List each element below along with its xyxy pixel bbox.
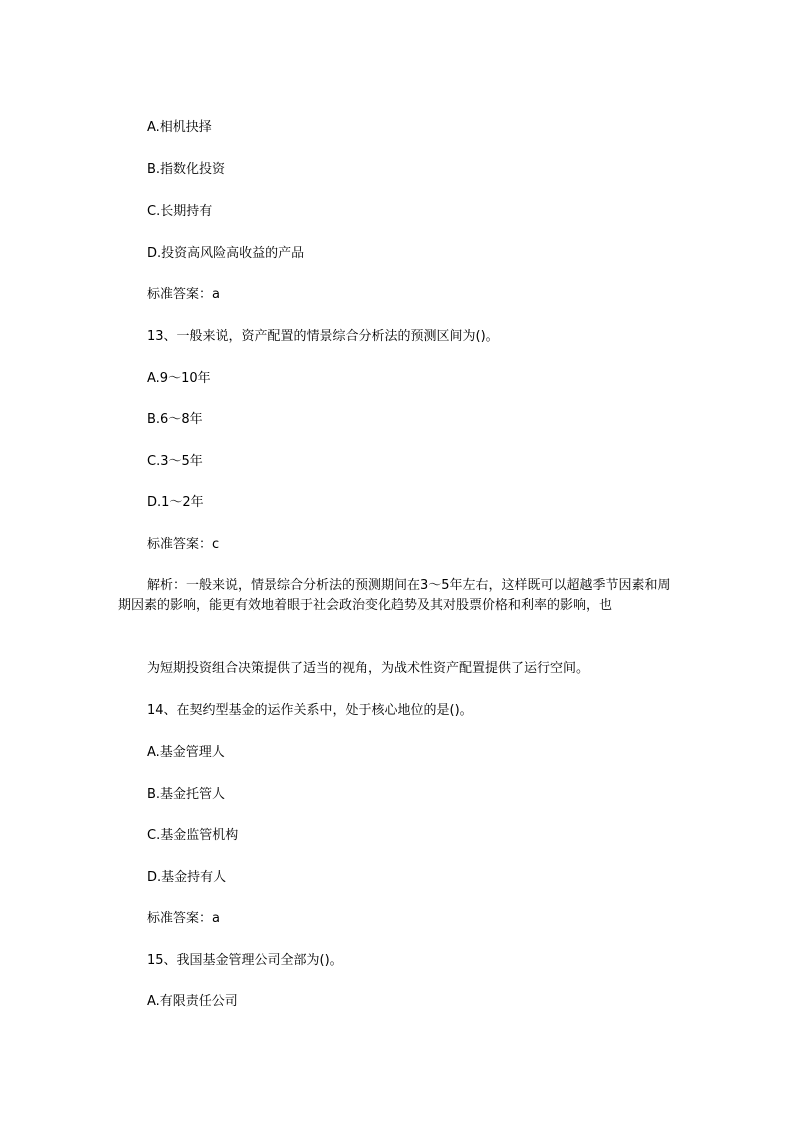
q14-question: 14、在契约型基金的运作关系中，处于核心地位的是()。 xyxy=(147,703,473,718)
q13-analysis: 解析：一般来说，情景综合分析法的预测期间在3～5年左右，这样既可以超越季节因素和周期因素的影响，能更有效地着眼于社会政治变化趋势及其对股票价格和利率的影响，也 xyxy=(118,578,671,613)
q13-option-a: A.9～10年 xyxy=(147,371,211,386)
q15-question: 15、我国基金管理公司全部为()。 xyxy=(147,953,343,968)
q12-option-a: A.相机抉择 xyxy=(147,120,212,135)
q15-option-a: A.有限责任公司 xyxy=(147,994,238,1009)
q13-analysis-continued: 为短期投资组合决策提供了适当的视角，为战术性资产配置提供了运行空间。 xyxy=(147,661,590,676)
q13-answer: 标准答案：c xyxy=(147,537,220,552)
q14-answer: 标准答案：a xyxy=(147,911,220,926)
q12-answer: 标准答案：a xyxy=(147,287,220,302)
q13-option-d: D.1～2年 xyxy=(147,495,204,510)
q14-option-d: D.基金持有人 xyxy=(147,870,227,885)
q12-option-b: B.指数化投资 xyxy=(147,162,226,177)
q13-option-c: C.3～5年 xyxy=(147,454,203,469)
q13-question: 13、一般来说，资产配置的情景综合分析法的预测区间为()。 xyxy=(147,329,499,344)
q14-option-b: B.基金托管人 xyxy=(147,787,226,802)
q13-option-b: B.6～8年 xyxy=(147,412,203,427)
q12-option-d: D.投资高风险高收益的产品 xyxy=(147,246,305,261)
q14-option-a: A.基金管理人 xyxy=(147,745,225,760)
q12-option-c: C.长期持有 xyxy=(147,204,213,219)
q14-option-c: C.基金监管机构 xyxy=(147,828,239,843)
